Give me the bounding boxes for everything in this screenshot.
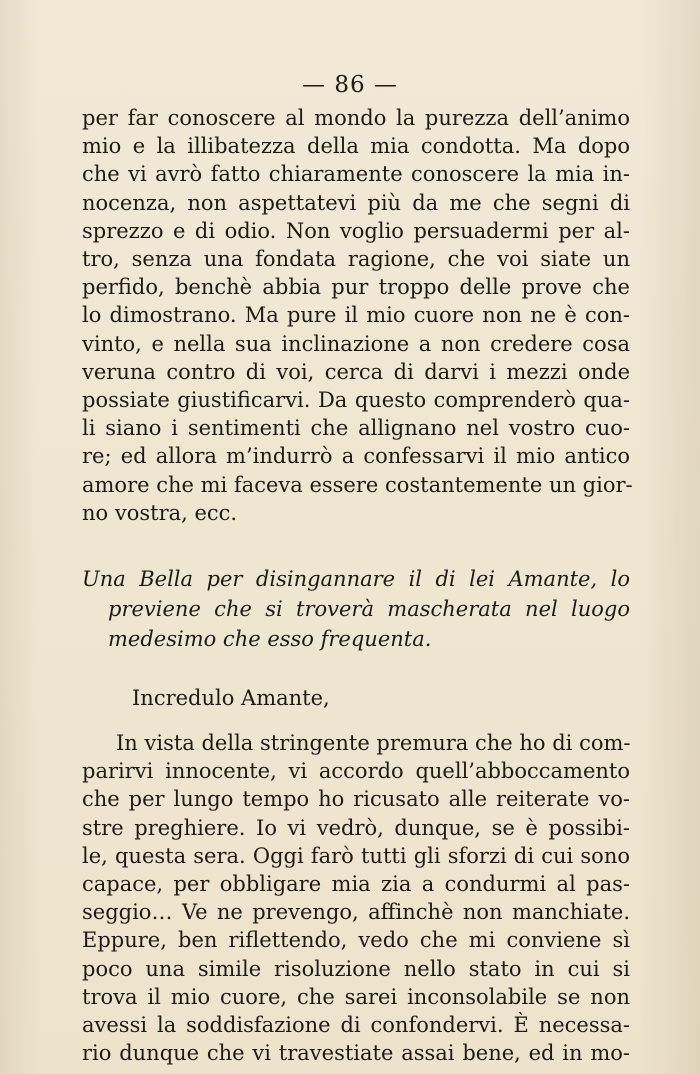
- text-line: avessi la soddisfazione di confondervi. È necessa-: [82, 1013, 630, 1038]
- text-line: parirvi innocente, vi accordo quell’abboccamento: [82, 759, 630, 784]
- text-line: vinto, e nella sua inclinazione a non credere cosa: [82, 331, 630, 356]
- text-line: no vostra, ecc.: [82, 500, 238, 525]
- text-line: seggio… Ve ne prevengo, affinchè non manchiate.: [82, 900, 630, 925]
- text-line: li siano i sentimenti che allignano nel vostro cuo-: [82, 416, 630, 441]
- text-line: re; ed allora m’indurrò a confessarvi il mio antico: [82, 444, 630, 469]
- text-line: perfido, benchè abbia pur troppo delle prove che: [82, 275, 630, 300]
- letter-body: [82, 729, 630, 1067]
- text-line: trova il mio cuore, che sarei inconsolabile se non: [82, 984, 630, 1009]
- text-line: tro, senza una fondata ragione, che voi siate un: [82, 247, 630, 272]
- letter-heading: [82, 564, 630, 654]
- heading-line: previene che si troverà mascherata nel luogo: [108, 597, 630, 621]
- text-line: capace, per obbligare mia zia a condurmi al pas-: [82, 872, 630, 897]
- text-line: nocenza, non aspettatevi più da me che segni di: [82, 190, 630, 215]
- text-line: amore che mi faceva essere costantemente un gior-: [82, 472, 633, 497]
- text-line: che per lungo tempo ho ricusato alle reiterate vo-: [82, 787, 630, 812]
- text-line: rio dunque che vi travestiate assai bene, ed in mo-: [82, 1041, 630, 1066]
- text-line: Eppure, ben riflettendo, vedo che mi conviene sì: [82, 928, 630, 953]
- text-line: In vista della stringente premura che ho di com-: [116, 731, 631, 755]
- text-line: possiate giustificarvi. Da questo comprenderò qua-: [82, 388, 630, 413]
- paragraph-continued: [82, 104, 633, 527]
- page-number: — 86 —: [302, 72, 398, 98]
- text-line: veruna contro di voi, cerca di darvi i mezzi onde: [82, 359, 630, 384]
- text-line: sprezzo e di odio. Non voglio persuadermi per al-: [82, 218, 630, 243]
- text-line: le, questa sera. Oggi farò tutti gli sforzi di cui sono: [82, 843, 630, 868]
- heading-line: medesimo che esso frequenta.: [108, 627, 432, 651]
- letter-salutation: Incredulo Amante,: [132, 686, 330, 710]
- text-line: stre preghiere. Io vi vedrò, dunque, se è possibi-: [82, 815, 630, 840]
- heading-line: Una Bella per disingannare il di lei Amante, lo: [82, 567, 630, 591]
- text-line: mio e la illibatezza della mia condotta. Ma dopo: [82, 134, 630, 159]
- text-line: per far conoscere al mondo la purezza dell’animo: [82, 106, 630, 130]
- text-line: poco una simile risoluzione nello stato in cui si: [82, 956, 630, 981]
- text-line: che vi avrò fatto chiaramente conoscere la mia in-: [82, 162, 630, 187]
- text-line: lo dimostrano. Ma pure il mio cuore non ne è con-: [82, 303, 630, 328]
